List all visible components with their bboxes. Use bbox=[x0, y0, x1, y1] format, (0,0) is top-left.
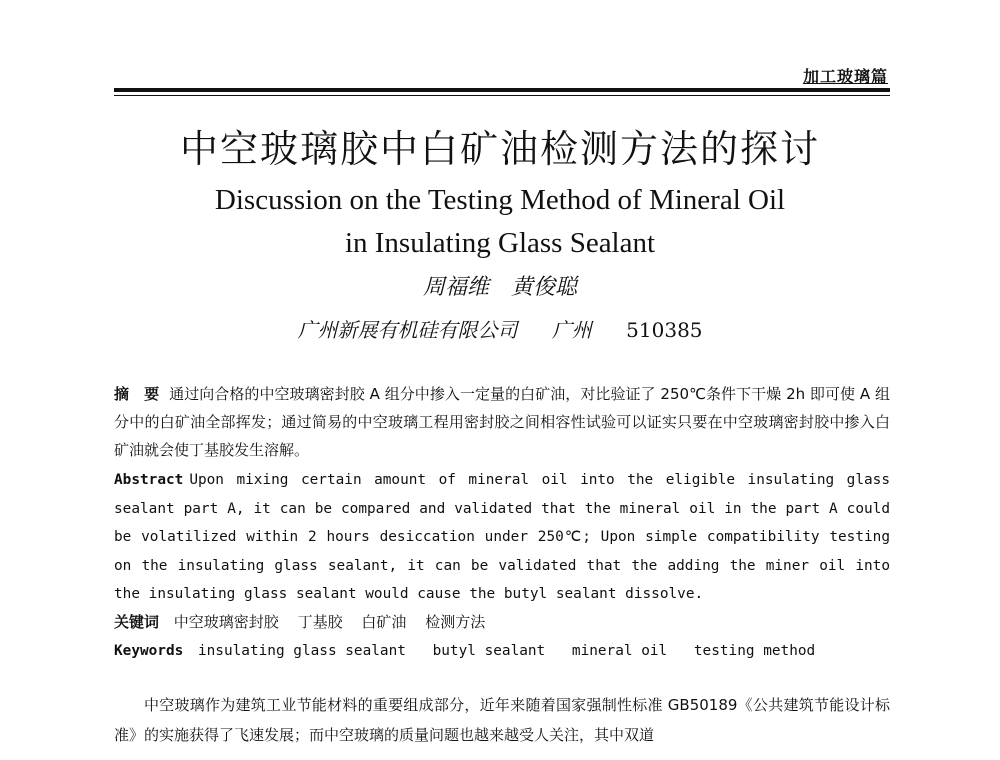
abstract-english-text: Upon mixing certain amount of mineral oil into the eligible insulating glass sealant part A, it can be compared and validated that the mineral oil in the part A could be volatilized within 2 hours desiccation under 250℃; Upon simple compatibility testing on the insulating glass sealant, it can be validated that the adding the miner oil into the insulating glass sealant would cause the butyl sealant dissolve. bbox=[114, 472, 890, 602]
affiliation-postcode: 510385 bbox=[626, 318, 703, 342]
keyword-item: butyl sealant bbox=[432, 643, 546, 659]
keyword-item: 白矿油 bbox=[361, 613, 407, 631]
keyword-item: mineral oil bbox=[571, 643, 668, 659]
keyword-item: 丁基胶 bbox=[297, 613, 343, 631]
keyword-item: insulating glass sealant bbox=[197, 643, 406, 659]
abstract-chinese-label: 摘 要 bbox=[114, 385, 160, 403]
abstract-chinese-text: 通过向合格的中空玻璃密封胶 A 组分中掺入一定量的白矿油，对比验证了 250℃条件下干燥 2h 即可使 A 组分中的白矿油全部挥发；通过简易的中空玻璃工程用密封胶之间相容性试验可以证实只要在中空玻璃密封胶中掺入白矿油就会使丁基胶发生溶解。 bbox=[114, 385, 890, 459]
keywords-chinese-label: 关键词 bbox=[114, 613, 160, 631]
keyword-item: 中空玻璃密封胶 bbox=[173, 613, 279, 631]
intro-paragraph: 中空玻璃作为建筑工业节能材料的重要组成部分，近年来随着国家强制性标准 GB50189《公共建筑节能设计标准》的实施获得了飞速发展；而中空玻璃的质量问题也越来越受人关注，其中双道 bbox=[114, 696, 890, 744]
affiliation bbox=[0, 314, 1000, 343]
title-chinese: 中空玻璃胶中白矿油检测方法的探讨 bbox=[179, 127, 820, 171]
section-label: 加工玻璃篇 bbox=[802, 67, 888, 86]
keyword-item: testing method bbox=[693, 643, 816, 659]
header-rule-thin bbox=[114, 95, 890, 96]
keywords-english-label: Keywords bbox=[114, 643, 184, 659]
header-rule-thick bbox=[114, 88, 890, 92]
abstract-english-label: Abstract bbox=[114, 472, 184, 488]
title-english-line2: in Insulating Glass Sealant bbox=[344, 227, 656, 259]
affiliation-city: 广州 bbox=[551, 318, 592, 342]
abstract-english bbox=[114, 466, 890, 609]
authors: 周福维 黄俊聪 bbox=[422, 275, 577, 300]
keywords-english bbox=[114, 637, 890, 666]
title-english-line1: Discussion on the Testing Method of Mineral Oil bbox=[214, 184, 786, 216]
abstract-chinese bbox=[114, 380, 890, 464]
keyword-item: 检测方法 bbox=[425, 613, 486, 631]
affiliation-org: 广州新展有机硅有限公司 bbox=[297, 318, 518, 342]
keywords-chinese bbox=[114, 608, 890, 636]
